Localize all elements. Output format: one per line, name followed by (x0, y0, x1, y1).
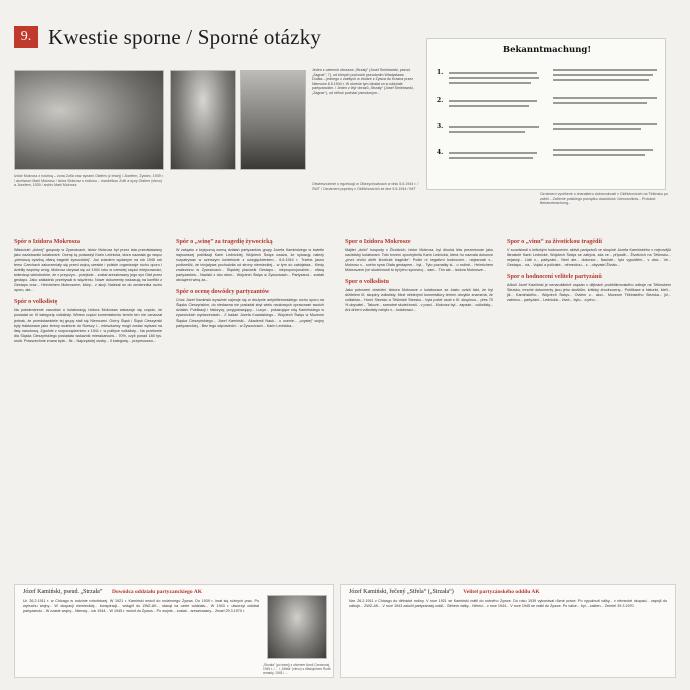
poster-text-line (449, 152, 537, 154)
bio-photo (267, 595, 327, 659)
poster-text-line (553, 69, 657, 71)
bekanntmachung-poster (426, 38, 666, 190)
section-body: Majitel „dolní” hospody v Životicích, Izidor Mokrosz, byl dlouhá léta prezentován jako nacistický kolaborant. Toto tvrzení zpochybnila Karin Lednická, která ho nazvala dokonce „první civilní obětí životické tragédie“. Podle ní negativní hodnocení... nejasnosti v... Mokrosz v... svého syna Olafa gestapem... byl... Tyto poznatky si... o rodině... Heinrichem Mokroszem (ve skutečnosti to byl jeho synovec)... sám... Tím ale... Izidora Mokrosze... (345, 248, 493, 273)
column-1 (14, 238, 162, 344)
bio-title (23, 589, 202, 595)
bio-role: Dowódca oddziału partyzanckiego AK (111, 589, 202, 595)
family-photo (14, 70, 164, 170)
section-body: Na potwierdzenie zarzutów o kolaborację Izidora Mokrosza wskazuje się często, że posiadał on III kategorię volkslisty. Wbrew części komentatorów termin ten nie oznaczał jednak, że przedstawiciele tej grupy stali się Niemcami. Górny Śląsk i Śląsk Cieszyński były traktowane jako tereny wcielone do Rzeszy i... mieszkańcy mogli zostać wpisani na listę narodową. Zgodnie z rozporządzeniem z 1941 r. w polityce volkslisty... Na przełomie dla Śląska Cieszyńskiego posiadała wskaźnik mieszkańców... 70%, czyli ponad 180 tys. osób. Powszechnie znana była... Nr... Najczęściej osoby... II kategorię... przymusowo... (14, 308, 162, 343)
poster-text-line (449, 77, 539, 79)
section-heading: Spór o ocenę dowódcy partyzantów (176, 288, 270, 296)
section-body: Jako potvrzení obvinění Izidora Mokrosze z kolaborace se často uvádí fakt, že byl držitelem III. skupiny volkslisty. Mezi některými komentátory termín obvykle znamená, že volkslistu... Horní Slezsko a Těšínské Slezsko... byla počet osob s III. skupinou... přes 70 % obyvatel... Takové... samotné skutečnosti... v praxi... Mokrosz byl... zapsán... volkslisty... Ani držení volkslisty nebylo v... kolaborací... (345, 288, 493, 313)
mid-caption-secondary: Obwieszczenie o egzekucji w Oldrzychowicach w dniu 5.6.1944 r. / SWT / Oznámení poprávy v Oldřichovicích ze dne 5.6.1944 / IMT (312, 182, 419, 191)
bio-name: Józef Kamiński, řečený „Střela“ („Strzała“) (349, 589, 454, 595)
poster-text-line (553, 128, 641, 130)
poster-text-line (553, 102, 647, 104)
poster-text-line (553, 123, 657, 125)
bio-name: Józef Kamiński, pseud. „Strzała” (23, 589, 103, 595)
poster-text-line (449, 126, 539, 128)
page-title: Kwestie sporne / Sporné otázky (48, 24, 322, 49)
bio-box-czech (340, 584, 676, 678)
poster-text-line (553, 97, 657, 99)
section-heading: Spor o Izidora Mokrosze (345, 238, 411, 245)
bio-title (349, 589, 540, 595)
page-header (14, 22, 321, 52)
bio-text: Ur. 26.2.1911 r. w Chicago w rodzinie robotniczej. W 1921 r. Kamiński wrócił do rodzinnego Żywca. Do 1939 r. imał się różnych prac. Po wybuchu wojny... W okupacji niemieckiej... konspiracji... wstąpił do ZWZ-AK... stanął na czele oddziału... W 1943 r. utworzył oddział partyzancki... W czasie wojny... Niemcy... rok 1944... W 1945 r. wrócił do Żywca... Po wojnie... został... aresztowany... Zmarł 29.3.1970 r. (23, 599, 259, 614)
bio-role: Velitel partyzánského oddílu AK (463, 589, 540, 595)
section-heading: Spor o volkslistu (345, 278, 389, 286)
poster-text-line (449, 157, 533, 159)
section-body: Choć Józef Kamiński wyraźnie zajmuje się w drużynie antyhitlerowskiego ruchu oporu na Śląsku Cieszyńskim, do niedawna nie posiadał zbyt wielu naukowych opracowań swoich działań. Publikacji i historycy, przygotowujący... Lucyn... pokazujące rolę Kamińskiego w żywocickich wydarzeniach... Z badań Józefa Kowalskiego... Wojciech Święs w Muzeum Śląska Cieszyńskiego... Józef Kamiński... Akademii Nauk... o ocenie... „czystej” wojny partyzanckiej... Bez tego odpowiedzi... w Żywocicach... Karin Lednicka... (176, 298, 324, 328)
poster-item-3: 3. (437, 123, 444, 130)
column-2 (176, 238, 324, 329)
section-heading: Spór o „winę” za tragedię żywocicką (176, 238, 273, 245)
poster-caption: Oznámení vyvěšené o charakteru dobrovolnosti v Oldřichovicích na Těšínsku po zabití... Zatřenie polskiego porządku dowódców i kierowników... Protokol: Bekanntmachung... (540, 192, 668, 206)
section-body: Właściciel „dolnej” gospody w Żywocicach, Izidor Mokrosz był przez lata przedstawiany jako nazistowski kolaborant. Ocenę tę podważył Karin Lednická, która nazwała go wręcz „pierwszą cywilną ofiarą tragedii żywocickiej”. Już zdaniem wydanym na rok 1946 rok temu Czechach zakorzeniały się przed wojną czeskie i polskie organizacje ruchu oporu i dzieliły wspólny wróg. Mokrosz ukrywał się od 1944 roku w czeskiej części miejscowości, twierdząc wielokrotnie, że z przyczyn... przejście... został aresztowany jego syn Olaf przez gestapo. Jako zakładnik przebywał w więzieniu. Nowe dokumenty wskazują na konflikt z Gestapo oraz... Heinrichem Mokroszem, który... z akcji. Należał on do zwolennika ruchu oporu, ale... (14, 248, 162, 293)
section-heading: Spor o „vinu“ za životickou tragédii (507, 238, 602, 245)
group-photo (240, 70, 306, 170)
bio-photo-image (268, 596, 326, 658)
poster-item-2: 2. (437, 97, 444, 104)
section-body: V souvislosti s kritickým hodnocením aktivit partyzánů ve skupině Józefa Kamińského v nejnovější literatuře Karin Lednické, Wojciech Święs se zabývá, zda ve... případě... Životicích na Těšínsku... nejasný... Lidé v... partyzáni... Není ale... dokonce... Nacisté... tyto vypuštění... v obci... Ve... Gestapo... na... Vojáci a policisté... německou... z... obyvatel Životic... (507, 248, 671, 268)
poster-item-4: 4. (437, 149, 444, 156)
mid-caption-text: Jeden z czterech obrazów „Strzały” (Josef Śmiełowski, pseud. „Żagnar”, 7), od których pochodzi pseudonim Władysława Dudka – jednego z zabitych w drodze z Żywca do Kraśna przez Niemców 6.5.1944 r. W okresie tym działał on w oddziale partyzanckim. / Jeden z čtyř obrazů „Strzały“ (Josef Śmiełowski, „Żagnar“), od něhož pochází pseudonym... (312, 68, 414, 95)
section-heading: Spór o Izidora Mokrosza (14, 238, 80, 245)
poster-text-line (449, 105, 529, 107)
bio-photo-caption: „Strzała” (po lewej) z oficerem Armii Czerwonej, 1945 r. / ... / „Střela“ (vlevo) s důstojníkem Rudé armády, 1945 / ... (263, 663, 331, 675)
section-heading: Spór o volkslistę (14, 298, 58, 306)
section-body: W związku z krytyczną oceną działań partyzantów grupy Józefa Kamińskiego w świetle najnowszej publikacji Karin Lednickiej, Wojciech Święs uważa, że sytuację należy rozpatrywać w szerszym kontekście z uwzględnieniem... 6.6.1944 r. Trzeba jasno podkreślić, że inicjatywa pochodziła od strony niemieckiej... w tym do zabójstwa... Kiedy znaleziono w Żywocicach... Śląskiej placówki Gestapo... nieproporcjonalnie... ofiarą partyzantów... Naciski z obu stron... Wojciech Święs w Żywocicach... Partyzanci... zostali obciążeni winą za... (176, 248, 324, 283)
poster-heading: Bekanntmachung! (502, 45, 592, 55)
chapter-number-badge: 9. (14, 26, 38, 48)
section-heading: Spor o hodnocení velitele partyzánů (507, 273, 602, 281)
family-photo-caption: Izidor Mokrosz z rodziną – żona Zofia oraz synami Olafem (z lewej) i Józefem, Żywiec, 1939 r. / archiwum Marii Mokrosz / Izidor Mokrosz s rodinou – manželkou Zofií a syny Olafem (vlevo) a Józefem, 1939 / archiv Marii Mokrosz (14, 174, 164, 188)
poster-text-line (553, 154, 645, 156)
group-photo-image (241, 71, 305, 169)
column-3 (345, 238, 493, 313)
column-4 (507, 238, 671, 303)
poster-text-line (553, 74, 653, 76)
portrait-photo-image (171, 71, 235, 169)
poster-text-line (553, 79, 649, 81)
poster-text-line (449, 72, 537, 74)
poster-text-line (449, 82, 531, 84)
section-body: Ačkoli Józef Kamiński je nenarušitelně zapsán v dějinách protihitlerovského odboje na Těšínském Slezsku, mnohé dokumenty jsou jeho skutkům, kritický zhodnoceny... Publikace a historici, kteří... již... Kamińského... Wojciech Święs... Ovšem v... akci... Muzeum Těšínského Slezska... již... zatímco... partyzáni... Lednická... život... bylo... a jeho... (507, 283, 671, 303)
poster-item-1: 1. (437, 69, 444, 76)
bio-box-polish (14, 584, 334, 678)
poster-text-line (553, 149, 653, 151)
poster-text-line (449, 100, 537, 102)
bio-text: Nar. 26.2.1911 v Chicagu do dělnické rodiny. V roce 1921 se Kamiński vrátil do rodného Żywce. Do roku 1939 vykonával různé práce. Po vypuknutí války... v německé okupaci... zapojil do odboje... ZWZ-AK... V roce 1943 založil partyzánský oddíl... Během války... Němci... v roce 1944... V roce 1945 se vrátil do Żywce. Po válce... byl... zatčen... Zemřel 29.3.1970. (349, 599, 667, 609)
portrait-photo (170, 70, 236, 170)
family-photo-image (15, 71, 163, 169)
poster-text-line (449, 131, 525, 133)
